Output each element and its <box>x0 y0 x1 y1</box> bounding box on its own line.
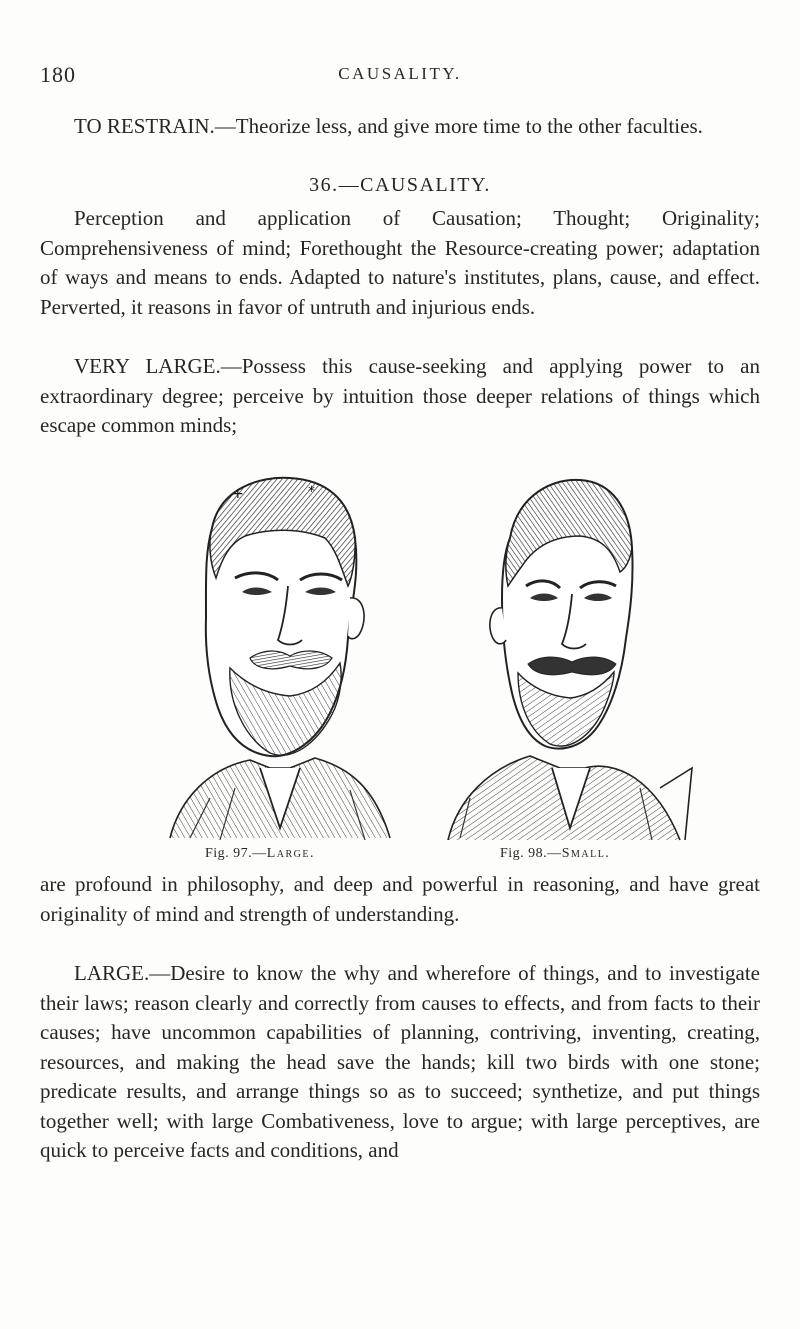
figure-97-caption <box>205 846 315 862</box>
figure-97-large-illustration <box>150 468 410 844</box>
figure-98-small-illustration <box>430 468 710 844</box>
svg-text:*: * <box>308 484 315 500</box>
very-large-text: —Possess this cause-seeking and applying power to an extraordinary degree; perceive by intuition those deeper relations of things which escape common minds; <box>40 354 760 437</box>
very-large-label: VERY LARGE. <box>74 354 221 378</box>
large-paragraph <box>40 959 760 1166</box>
restrain-text: —Theorize less, and give more time to the other faculties. <box>214 114 703 138</box>
page-number: 180 <box>40 62 76 87</box>
section-heading: 36.—CAUSALITY. <box>309 174 491 196</box>
large-text: —Desire to know the why and wherefore of things, and to investigate their laws; reason clearly and correctly from causes to effects, and from facts to their causes; have uncommon capabilities of planning, contriving, inventing, creating, resources, and making the head save the hands; kill two birds with one stone; predicate results, and arrange things so as to succeed; synthetize, and put things together well; with large Combativeness, love to argue; with large perceptives, are quick to perceive facts and conditions, and <box>40 961 760 1162</box>
restrain-paragraph <box>40 112 760 142</box>
figure-97-size: Large. <box>266 846 315 861</box>
large-label: LARGE. <box>74 961 150 985</box>
page-header <box>40 62 760 92</box>
figure-97-number: Fig. 97.— <box>205 846 267 861</box>
definition-paragraph: Perception and application of Causation; Thought; Originality; Comprehensiveness of mind; Forethought the Resource-creating power; adaptation of ways and means to ends. Adapted to nature's institutes, plans, cause, and effect. Perverted, it reasons in favor of untruth and injurious ends. <box>40 206 760 319</box>
very-large-paragraph <box>40 352 760 441</box>
restrain-label: TO RESTRAIN. <box>74 114 215 138</box>
figure-98-number: Fig. 98.— <box>500 846 562 861</box>
figure-98-caption <box>500 846 610 862</box>
continuation-paragraph: are profound in philosophy, and deep and powerful in reasoning, and have great originality of mind and strength of understanding. <box>40 872 760 926</box>
svg-text:+: + <box>232 486 244 502</box>
running-title: CAUSALITY. <box>338 64 462 83</box>
figure-98-size: Small. <box>561 846 611 861</box>
